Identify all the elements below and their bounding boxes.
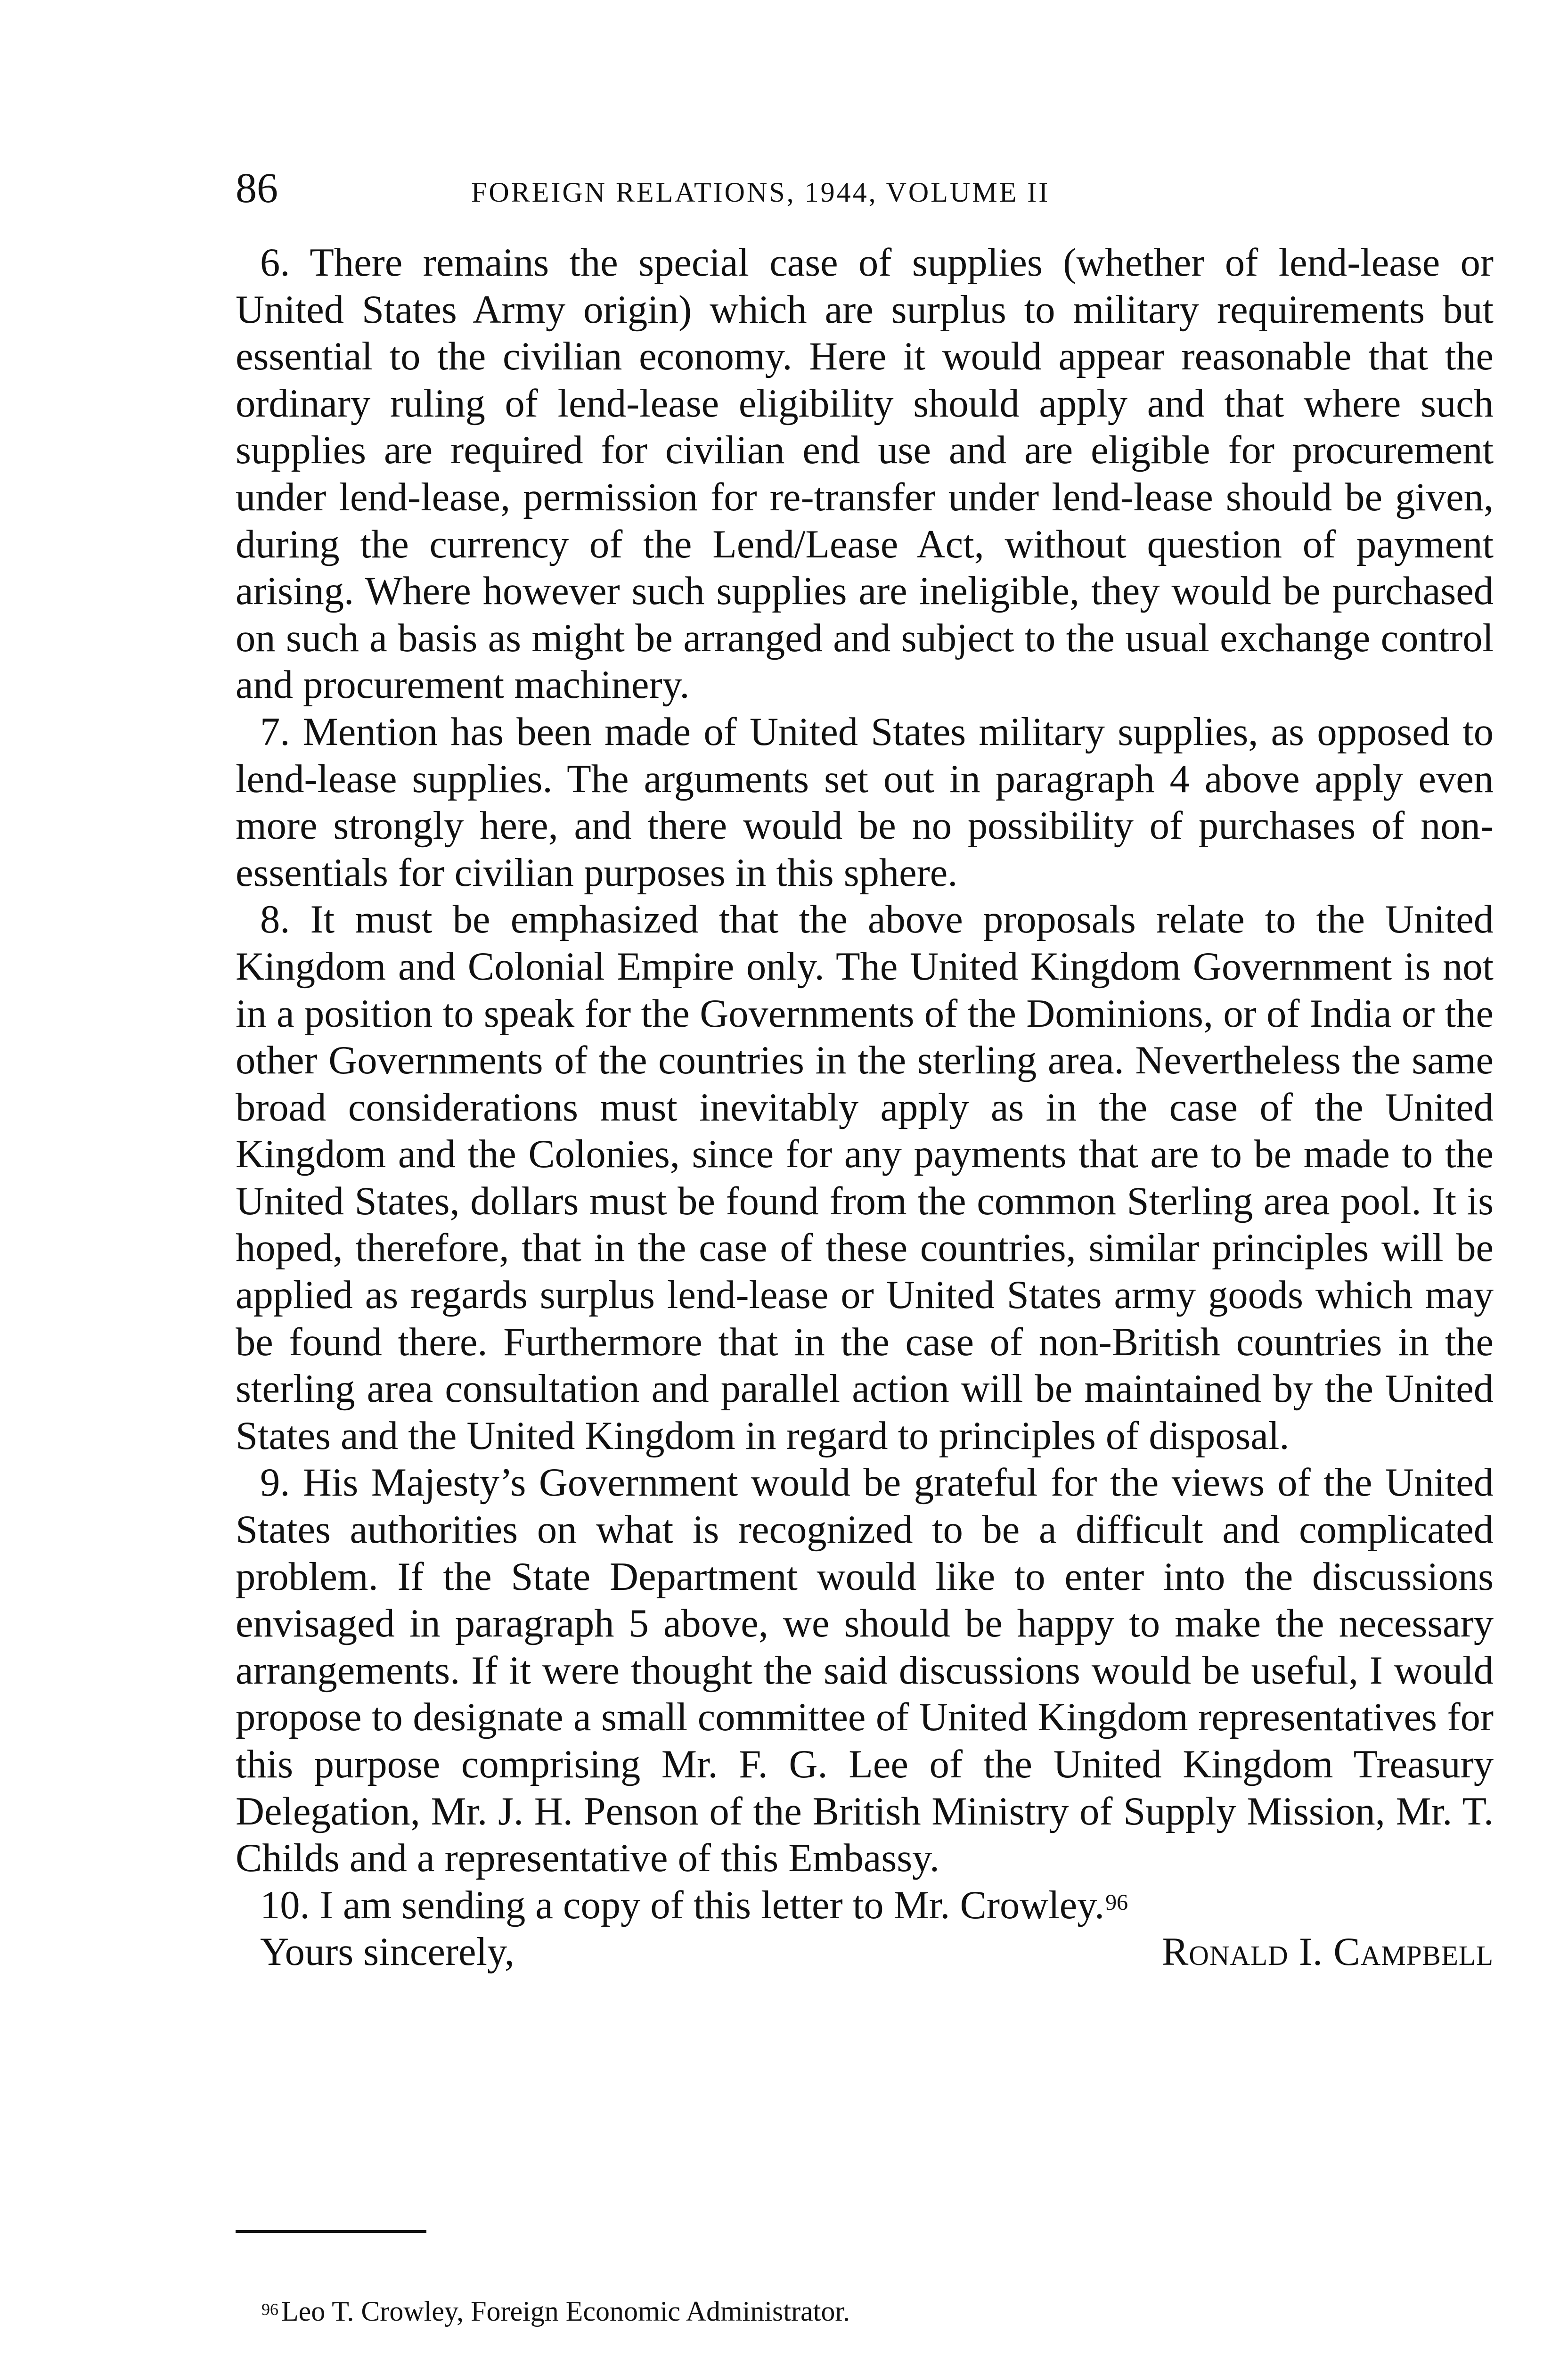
paragraph-9: 9. His Majesty’s Government would be grateful for the views of the United States authorities on what is recognized to be a difficult and complicated problem. If the State Department would like to enter into the discussions envisaged in paragraph 5 above, we should be happy to make the necessary arrangements. If it were thought the said discussions would be useful, I would propose to designate a small committee of United Kingdom representatives for this purpose comprising Mr. F. G. Lee of the United Kingdom Treasury Delegation, Mr. J. H. Penson of the British Ministry of Supply Mission, Mr. T. Childs and a representative of this Embassy. bbox=[236, 1461, 1494, 1881]
page-header bbox=[236, 163, 1494, 219]
paragraph-7: 7. Mention has been made of United States military supplies, as opposed to lend-lease supplies. The arguments set out in paragraph 4 above apply even more strongly here, and there would be no possibility of purchases of non-essentials for civilian purposes in this sphere. bbox=[236, 710, 1494, 895]
footnote bbox=[261, 2292, 1486, 2330]
paragraph-6: 6. There remains the special case of supplies (whether of lend-lease or United States Army origin) which are surplus to military requirements but essential to the civilian economy. Here it would appear reasonable that the ordinary ruling of lend-lease eligibility should apply and that where such supplies are required for civilian end use and are eligible for procurement under lend-lease, permission for re-transfer under lend-lease should be given, during the currency of the Lend/Lease Act, without question of payment arising. Where however such supplies are ineligible, they would be purchased on such a basis as might be arranged and subject to the usual exchange control and procurement machinery. bbox=[236, 241, 1494, 707]
paragraph-10-text: 10. I am sending a copy of this letter to Mr. Crowley. bbox=[260, 1883, 1105, 1927]
signature: Ronald I. Campbell bbox=[1161, 1930, 1494, 1974]
letter-body bbox=[236, 239, 1494, 1976]
paragraph-8: 8. It must be emphasized that the above proposals relate to the United Kingdom and Colonial Empire only. The United Kingdom Government is not in a position to speak for the Governments of the Dominions, or of India or the other Governments of the countries in the sterling area. Nevertheless the same broad considerations must inevitably apply as in the case of the United Kingdom and the Colonies, since for any payments that are to be made to the United States, dollars must be found from the common Sterling area pool. It is hoped, therefore, that in the case of these countries, similar principles will be applied as regards surplus lend-lease or United States army goods which may be found there. Furthermore that in the case of non-British countries in the sterling area consultation and parallel action will be maintained by the United States and the United Kingdom in regard to principles of disposal. bbox=[236, 898, 1494, 1458]
complimentary-close: Yours sincerely, bbox=[260, 1930, 514, 1974]
page-number: 86 bbox=[236, 165, 278, 212]
footnote-text: Leo T. Crowley, Foreign Economic Administrator. bbox=[281, 2296, 850, 2327]
footnote-divider bbox=[236, 2230, 426, 2233]
footnote-mark: 96 bbox=[261, 2300, 278, 2319]
paragraph-10 bbox=[236, 1882, 1494, 1929]
running-head: FOREIGN RELATIONS, 1944, VOLUME II bbox=[471, 177, 1050, 208]
closing-line bbox=[236, 1929, 1494, 1976]
footnote-reference: 96 bbox=[1105, 1890, 1128, 1915]
